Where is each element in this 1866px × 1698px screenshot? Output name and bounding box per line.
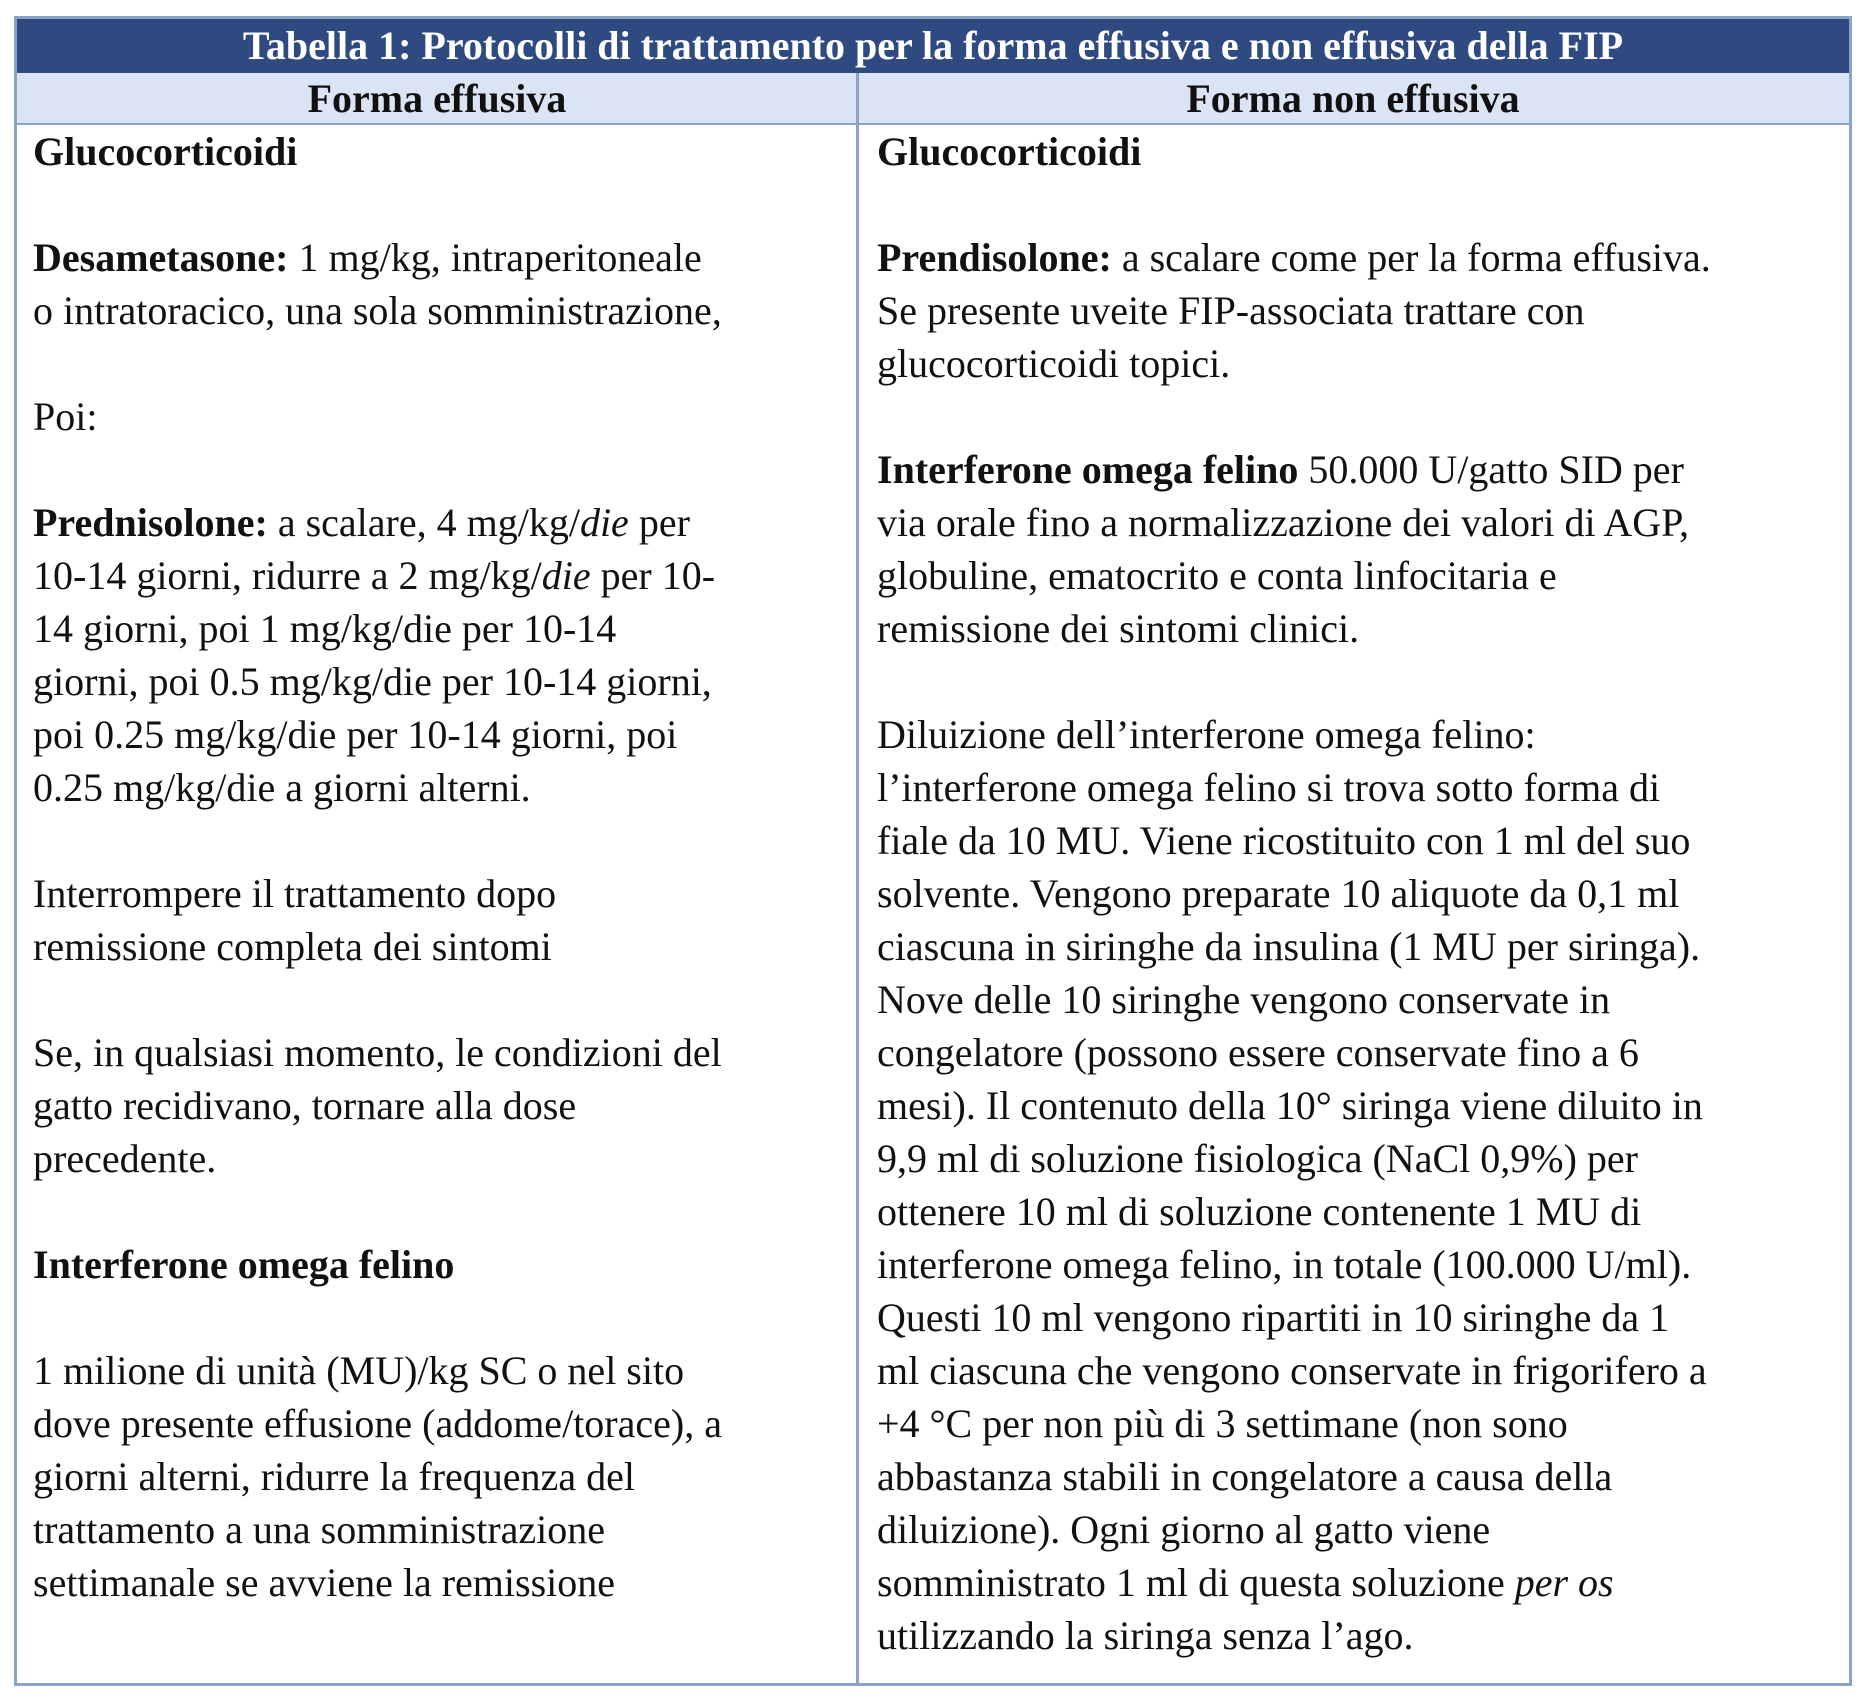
text-line: via orale fino a normalizzazione dei valori di AGP,	[877, 500, 1689, 545]
text-line: Nove delle 10 siringhe vengono conservate in	[877, 977, 1611, 1022]
text-line: abbastanza stabili in congelatore a causa della	[877, 1454, 1613, 1499]
section-heading: Glucocorticoidi	[877, 129, 1142, 174]
text-line: utilizzando la siringa senza l’ago.	[877, 1613, 1414, 1658]
text-line: 9,9 ml di soluzione fisiologica (NaCl 0,9%) per	[877, 1136, 1638, 1181]
text-line: globuline, ematocrito e conta linfocitaria e	[877, 553, 1557, 598]
text-line: Diluizione dell’interferone omega felino:	[877, 712, 1536, 757]
header-non-effusive: Forma non effusiva	[857, 73, 1849, 125]
text-line: 1 milione di unità (MU)/kg SC o nel sito	[33, 1348, 685, 1393]
text-line: 14 giorni, poi 1 mg/kg/die per 10-14	[33, 606, 617, 651]
text-line: Desametasone: 1 mg/kg, intraperitoneale	[33, 235, 702, 280]
text-line: Questi 10 ml vengono ripartiti in 10 siringhe da 1	[877, 1295, 1670, 1340]
text-line: Se, in qualsiasi momento, le condizioni del	[33, 1030, 722, 1075]
text-line: gatto recidivano, tornare alla dose	[33, 1083, 577, 1128]
header-effusive: Forma effusiva	[17, 73, 857, 125]
text-line: 0.25 mg/kg/die a giorni alterni.	[33, 765, 531, 810]
cell-effusive	[33, 125, 849, 1683]
text-line: precedente.	[33, 1136, 217, 1181]
section-heading: Glucocorticoidi	[33, 129, 298, 174]
text-line: 10-14 giorni, ridurre a 2 mg/kg/die per 10-	[33, 553, 716, 598]
text-line: fiale da 10 MU. Viene ricostituito con 1 ml del suo	[877, 818, 1691, 863]
text-line: +4 °C per non più di 3 settimane (non sono	[877, 1401, 1568, 1446]
text-line: dove presente effusione (addome/torace), a	[33, 1401, 722, 1446]
text-line: glucocorticoidi topici.	[877, 341, 1231, 386]
text-line: ottenere 10 ml di soluzione contenente 1 MU di	[877, 1189, 1642, 1234]
text-line: somministrato 1 ml di questa soluzione per os	[877, 1560, 1614, 1605]
table-title: Tabella 1: Protocolli di trattamento per la forma effusiva e non effusiva della FIP	[17, 19, 1849, 73]
text-line: Prendisolone: a scalare come per la forma effusiva.	[877, 235, 1711, 280]
text-line: mesi). Il contenuto della 10° siringa viene diluito in	[877, 1083, 1703, 1128]
column-divider	[856, 73, 859, 1683]
cell-non-effusive	[877, 125, 1837, 1683]
text-line: remissione dei sintomi clinici.	[877, 606, 1360, 651]
treatment-table	[14, 16, 1852, 1686]
text-line: Prednisolone: a scalare, 4 mg/kg/die per	[33, 500, 690, 545]
text-line: congelatore (possono essere conservate fino a 6	[877, 1030, 1639, 1075]
text-line: diluizione). Ogni giorno al gatto viene	[877, 1507, 1491, 1552]
text-line: giorni alterni, ridurre la frequenza del	[33, 1454, 635, 1499]
text-line: ciascuna in siringhe da insulina (1 MU per siringa).	[877, 924, 1701, 969]
text-line: trattamento a una somministrazione	[33, 1507, 606, 1552]
text-line: Interferone omega felino 50.000 U/gatto SID per	[877, 447, 1684, 492]
text-line: poi 0.25 mg/kg/die per 10-14 giorni, poi	[33, 712, 678, 757]
text-line: solvente. Vengono preparate 10 aliquote da 0,1 ml	[877, 871, 1680, 916]
text-line: settimanale se avviene la remissione	[33, 1560, 616, 1605]
section-heading: Interferone omega felino	[33, 1242, 455, 1287]
text-line: remissione completa dei sintomi	[33, 924, 552, 969]
text-line: l’interferone omega felino si trova sotto forma di	[877, 765, 1661, 810]
text-line: o intratoracico, una sola somministrazione,	[33, 288, 722, 333]
text-line: ml ciascuna che vengono conservate in frigorifero a	[877, 1348, 1707, 1393]
text-line: Interrompere il trattamento dopo	[33, 871, 557, 916]
text-line: interferone omega felino, in totale (100.000 U/ml).	[877, 1242, 1692, 1287]
text-line: Se presente uveite FIP-associata trattare con	[877, 288, 1585, 333]
text-line: Poi:	[33, 394, 98, 439]
text-line: giorni, poi 0.5 mg/kg/die per 10-14 giorni,	[33, 659, 712, 704]
